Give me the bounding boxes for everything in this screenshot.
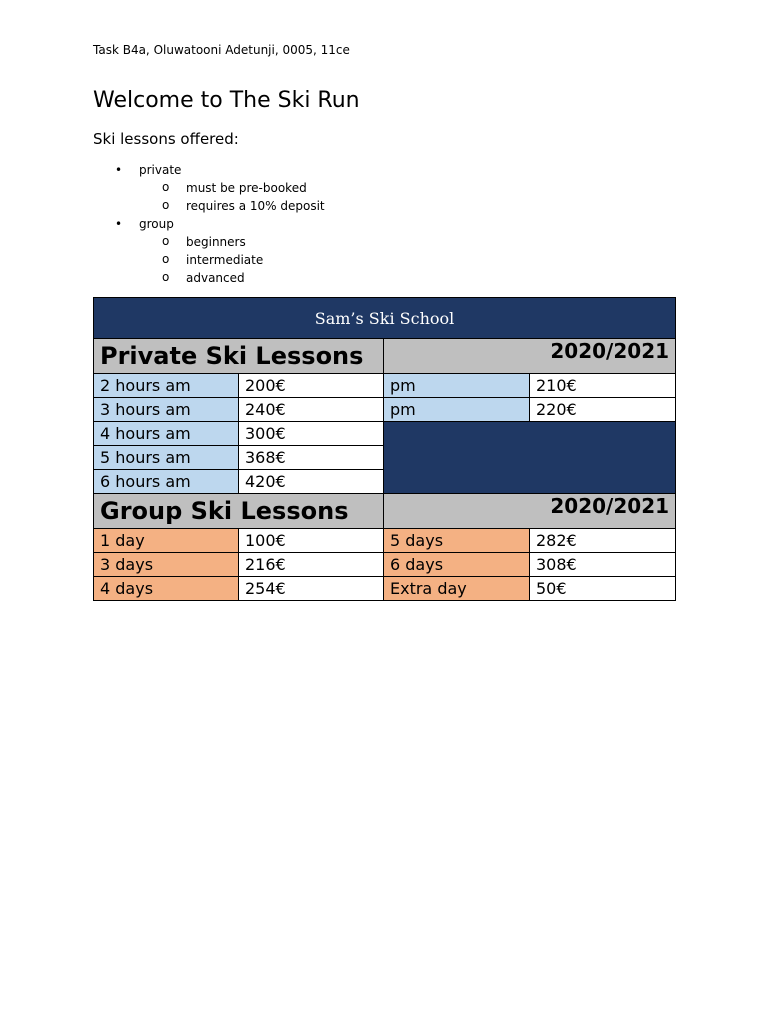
bullet-icon: •	[115, 163, 123, 177]
table-row	[94, 553, 676, 577]
duration-cell: 5 hours am	[94, 446, 239, 470]
duration-cell: pm	[384, 398, 530, 422]
table-row	[94, 422, 676, 446]
price-cell: 254€	[239, 577, 384, 601]
list-item-group	[93, 215, 325, 233]
price-table	[93, 297, 676, 601]
lessons-list	[93, 161, 325, 287]
filler-block	[384, 422, 676, 494]
list-item-label: private	[139, 163, 182, 177]
price-cell: 50€	[530, 577, 676, 601]
list-subitem	[93, 269, 325, 287]
group-lessons-heading: Group Ski Lessons	[94, 494, 384, 529]
intro-text: Ski lessons offered:	[93, 130, 239, 148]
list-subitem	[93, 233, 325, 251]
duration-cell: Extra day	[384, 577, 530, 601]
price-cell: 200€	[239, 374, 384, 398]
document-header: Task B4a, Oluwatooni Adetunji, 0005, 11ce	[93, 43, 350, 57]
price-cell: 308€	[530, 553, 676, 577]
list-subitem	[93, 197, 325, 215]
price-cell: 368€	[239, 446, 384, 470]
price-cell: 210€	[530, 374, 676, 398]
price-cell: 240€	[239, 398, 384, 422]
duration-cell: 6 hours am	[94, 470, 239, 494]
group-heading-row	[94, 494, 676, 529]
school-title: Sam’s Ski School	[94, 298, 676, 339]
page-title: Welcome to The Ski Run	[93, 88, 360, 113]
price-cell: 420€	[239, 470, 384, 494]
list-subitem-label: requires a 10% deposit	[186, 199, 325, 213]
duration-cell: 3 hours am	[94, 398, 239, 422]
circle-bullet-icon: o	[162, 234, 170, 248]
duration-cell: 4 hours am	[94, 422, 239, 446]
list-subitem-label: beginners	[186, 235, 246, 249]
duration-cell: 5 days	[384, 529, 530, 553]
price-cell: 216€	[239, 553, 384, 577]
list-subitem	[93, 251, 325, 269]
circle-bullet-icon: o	[162, 198, 170, 212]
table-row	[94, 577, 676, 601]
private-lessons-heading: Private Ski Lessons	[94, 339, 384, 374]
duration-cell: 6 days	[384, 553, 530, 577]
list-subitem	[93, 179, 325, 197]
circle-bullet-icon: o	[162, 270, 170, 284]
table-banner-row	[94, 298, 676, 339]
bullet-icon: •	[115, 217, 123, 231]
duration-cell: pm	[384, 374, 530, 398]
list-subitem-label: advanced	[186, 271, 245, 285]
circle-bullet-icon: o	[162, 180, 170, 194]
table-row	[94, 398, 676, 422]
group-season: 2020/2021	[384, 494, 676, 529]
price-cell: 100€	[239, 529, 384, 553]
list-item-private	[93, 161, 325, 179]
list-subitem-label: must be pre-booked	[186, 181, 307, 195]
list-item-label: group	[139, 217, 174, 231]
table-row	[94, 374, 676, 398]
circle-bullet-icon: o	[162, 252, 170, 266]
table-row	[94, 529, 676, 553]
list-subitem-label: intermediate	[186, 253, 264, 267]
private-heading-row	[94, 339, 676, 374]
duration-cell: 4 days	[94, 577, 239, 601]
duration-cell: 3 days	[94, 553, 239, 577]
price-cell: 282€	[530, 529, 676, 553]
price-cell: 220€	[530, 398, 676, 422]
duration-cell: 2 hours am	[94, 374, 239, 398]
price-cell: 300€	[239, 422, 384, 446]
private-season: 2020/2021	[384, 339, 676, 374]
duration-cell: 1 day	[94, 529, 239, 553]
